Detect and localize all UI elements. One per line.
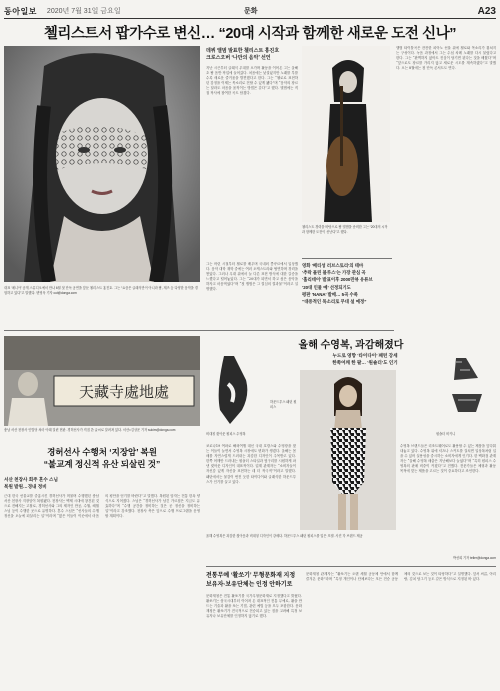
section-divider: [4, 330, 394, 331]
bottom-divider: [206, 566, 496, 567]
one-shoulder-bikini-image: [436, 350, 496, 430]
temple-kickers: [4, 476, 200, 490]
swimsuit-headline: 올해 수영복, 과감해졌다: [298, 340, 404, 351]
lead-photo: [4, 46, 200, 282]
pull-quote: [302, 262, 392, 305]
swimsuit-model-photo: [300, 370, 396, 530]
swimsuit-left-label: 비대칭 컷아웃 원피스 수영복: [206, 432, 246, 436]
paper-logo: 동아일보: [4, 6, 37, 16]
cellist-photo-image: [302, 46, 390, 222]
temple-plaque-text: 天藏寺處地處: [78, 383, 170, 401]
main-headline: 첼리스트서 팝가수로 변신… “20대 시작과 함께한 새로운 도전 신나”: [43, 26, 457, 42]
swimsuit-left-product: [206, 350, 266, 430]
archery-body-left: 문화재청은 전통 활쏘기를 국가무형문화재로 지정했다고 밝혔다. 활쏘기는 삼국시대부터 이어져 온 대표적인 전통 무예로, 활을 만드는 기술과 활을 쏘는 기법, 관련 예법 등을 모두 포함한다. 문화재청은 활쏘기가 전국적으로 전승되고 있는 점을 고려해 특정 보유자나 보유단체를 인정하지 않기로 했다.: [206, 594, 302, 619]
pull-quote-line: ‘추락 몰린 블루스’는 가장 관심 곡: [302, 270, 366, 276]
lead-photo-caption: 대표 ‘매니아’ 공개 스튜디오에서 만나 6월 첫 단독 공연을 앞둔 첼리스트 홍진호. 그는 “요즘은 클래식만이 아니라 팝, 재즈 등 다양한 음악을 경험하고 있다”고 말했다. 변영욱 기자 cut@donga.com: [4, 286, 198, 295]
cellist-photo-caption: 첼리스트 경력을 바탕으로 팝 앨범을 준비한 그는 “20대의 시작과 함께한 도전이 신난다”고 했다.: [302, 225, 388, 234]
swimsuit-byline: 박선희 기자 teller@donga.com: [452, 556, 496, 560]
temple-photo-image: [4, 336, 200, 426]
archery-headline-1: 전통무예 ‘활쏘기’ 무형문화재 지정: [206, 573, 296, 579]
lead-photo-image: [4, 46, 200, 282]
swimsuit-subhead: [300, 352, 430, 366]
lead-body-col3: 앨범 타이틀곡은 잔잔한 피아노 선율 위에 첼로와 목소리가 겹쳐지는 구성이다. 녹음 과정에서 그는 수십 차례 노래를 다시 불렀다고 한다. 그는 “완벽하지 않아도 진심이 담기면 된다는 것을 배웠다”며 “앞으로도 장르를 가리지 않고 새로운 시도를 계속하겠다”고 말했다. 오는 8월에는 첫 단독 콘서트도 연다.: [396, 46, 496, 71]
lead-subhead-2: 크로스오버 ‘나만의 음악’ 선언: [206, 55, 271, 61]
lead-subhead-1: 데뷔 앨범 발표한 첼리스트 홍진호: [206, 48, 280, 54]
archery-headline: [206, 572, 302, 590]
pull-quote-line: 평판 ‘NANA’ 발매… 5곡 수록: [302, 291, 359, 297]
temple-photo: [4, 336, 200, 426]
asymmetric-swimsuit-image: [206, 350, 266, 430]
page-number: A23: [477, 5, 496, 17]
temple-kicker-2: 복원 발원…경내 정비: [4, 484, 47, 489]
pull-quote-line: “대중적인 목소리로 무대 설 예정”: [302, 299, 367, 305]
swimsuit-right-product: [436, 350, 496, 430]
swimsuit-right-label: 원숄더 비키니: [436, 432, 456, 436]
pull-quote-line: ‘홀리데이’ 발표이후 2000만뷰 유튜브: [302, 277, 373, 283]
pull-quote-line: ‘20대 인물 예’ 선정되기도: [302, 284, 351, 290]
lead-body-col2: 그는 어린 시절부터 첼로를 배우며 국내외 콩쿠르에서 입상했다. 음악 대학 재학 중에는 여러 오케스트라와 협연하며 경력을 쌓았다. 그러나 무대 위에서 늘 다른 표현 방식에 대한 갈증을 느꼈다고 털어놓았다. 그는 “20대가 되면서 하고 싶은 음악을 하자고 마음먹었다”며 “첫 앨범은 그 결심의 결과물”이라고 설명했다.: [206, 262, 298, 292]
lead-subheads: [206, 48, 296, 62]
swimsuit-photo-caption: 올해 수영복은 과감한 컷아웃과 비대칭 디자인이 강세다. 하운드투스 패턴 원피스를 입은 모델. 사진 각 브랜드 제공: [206, 534, 363, 538]
swimsuit-body-right: 수영복 브랜드들은 리조트웨어로도 활용할 수 있는 제품을 앞다퉈 내놓고 있다. 수영복 위에 셔츠나 스커트를 걸치면 일상복처럼 입을 수 있어 실용성을 중시하는 소비자에게 인기다. 한 백화점 관계자는 “올해 수영복 매출은 지난해보다 늘었다”며 “특히 원피스 수영복의 판매 비중이 커졌다”고 전했다. 전문가들은 체형과 활동 목적에 맞는 제품을 고르는 것이 중요하다고 조언한다.: [400, 444, 496, 474]
section-label: 문화: [244, 8, 258, 15]
temple-photo-caption: 충남 서산 천장사 인법당 처마 아래 걸린 현판. 경허선사가 직접 쓴 글씨로 알려져 있다. 서산=김상운 기자 sukim@donga.com: [4, 428, 176, 432]
swimsuit-center-label: 하운드투스 패턴 원피스: [270, 400, 297, 409]
lead-body-col1: 지난 시즌부터 클래식 무대를 오가며 활동을 이어온 그는 올해 초 팝 음반 작업에 들어갔다. 처음에는 낯설었지만 노래를 부를수록 새로운 즐거움을 발견했다고 한다. 그는 “첼로로 표현하던 감정을 이제는 목소리로 전할 수 있게 됐다”며 “음악의 장르는 달라도 마음을 움직이는 방법은 같다”고 했다. 앨범에는 직접 작사에 참여한 곡도 담겼다.: [206, 66, 298, 96]
pull-quote-rule-top: [302, 258, 392, 259]
swimsuit-subhead-2: 한쪽어깨 한 팔… ‘원숄더’도 인기: [332, 360, 398, 365]
temple-subheadline: “불교계 정신적 유산 되살린 것”: [43, 459, 161, 469]
archery-body-right: 문화재청 관계자는 “활쏘기는 오랜 세월 공동체 안에서 함께 즐겨온 문화”라며 “특정 개인이나 단체보다는 모든 전승 공동체의 것으로 보는 것이 타당하다”고 설명했다. 앞서 씨름, 아리랑, 김치 담그기 등도 같은 방식으로 지정된 바 있다.: [306, 572, 496, 582]
archery-headline-2: 보유자·보유단체는 인정 안하기로: [206, 582, 293, 588]
temple-headline: 경허선사 수행처 ‘지장암’ 복원: [47, 447, 157, 457]
masthead: [4, 4, 496, 19]
temple-body: 근대 한국 선불교를 중흥시킨 경허선사가 머물며 수행했던 충남 서산 천장사 지장암이 복원됐다. 천장사는 백제 시대에 창건된 것으로 전해지는 고찰로, 경허선사와 그의 제자인 만공, 수월, 혜월 스님 등이 수행한 곳으로 유명하다. 혼수 스님은 “선사들의 수행 정신을 오늘에 되살리는 일”이라며 “많은 이들이 이곳에서 마음의 평안을 얻기를 바란다”고 말했다. 복원된 암자는 전통 한옥 양식으로 지어졌다. 스님은 “경허선사가 남긴 가르침은 지금도 유효하다”며 “수행 공간을 정비하는 것은 곧 정신을 정비하는 일”이라고 강조했다. 천장사 측은 앞으로 수행 프로그램을 운영할 계획이다.: [4, 494, 200, 519]
swimsuit-subhead-1: 누드로 영향 ‘타이다이’ 패턴 강세: [332, 353, 398, 358]
cellist-photo: [302, 46, 390, 222]
issue-date: 2020년 7월 31일 금요일: [46, 8, 121, 15]
swimsuit-body-left: 코로나19 여파로 해외여행 대신 국내 호캉스와 수영장을 찾는 이들이 늘면서 수영복 시장에도 변화가 생겼다. 올해는 몸매를 자연스럽게 드러내는 과감한 디자인이 주목받고 있다. 한쪽 어깨만 드러내는 원숄더 스타일과 옆구리를 시원하게 파낸 컷아웃 디자인이 대표적이다. 업계 관계자는 “소비자들이 자신감 있게 자신을 표현하는 데 더 적극적”이라고 말했다. 패턴에서는 물감이 번진 듯한 타이다이와 클래식한 하운드투스가 인기를 끌고 있다.: [206, 444, 296, 484]
houndstooth-model-image: [300, 370, 396, 530]
temple-kicker: 서산 천장사 회주 혼수 스님: [4, 477, 58, 482]
pull-quote-line: 영화 ‘베티성 러브스토리’의 테마: [302, 263, 364, 268]
